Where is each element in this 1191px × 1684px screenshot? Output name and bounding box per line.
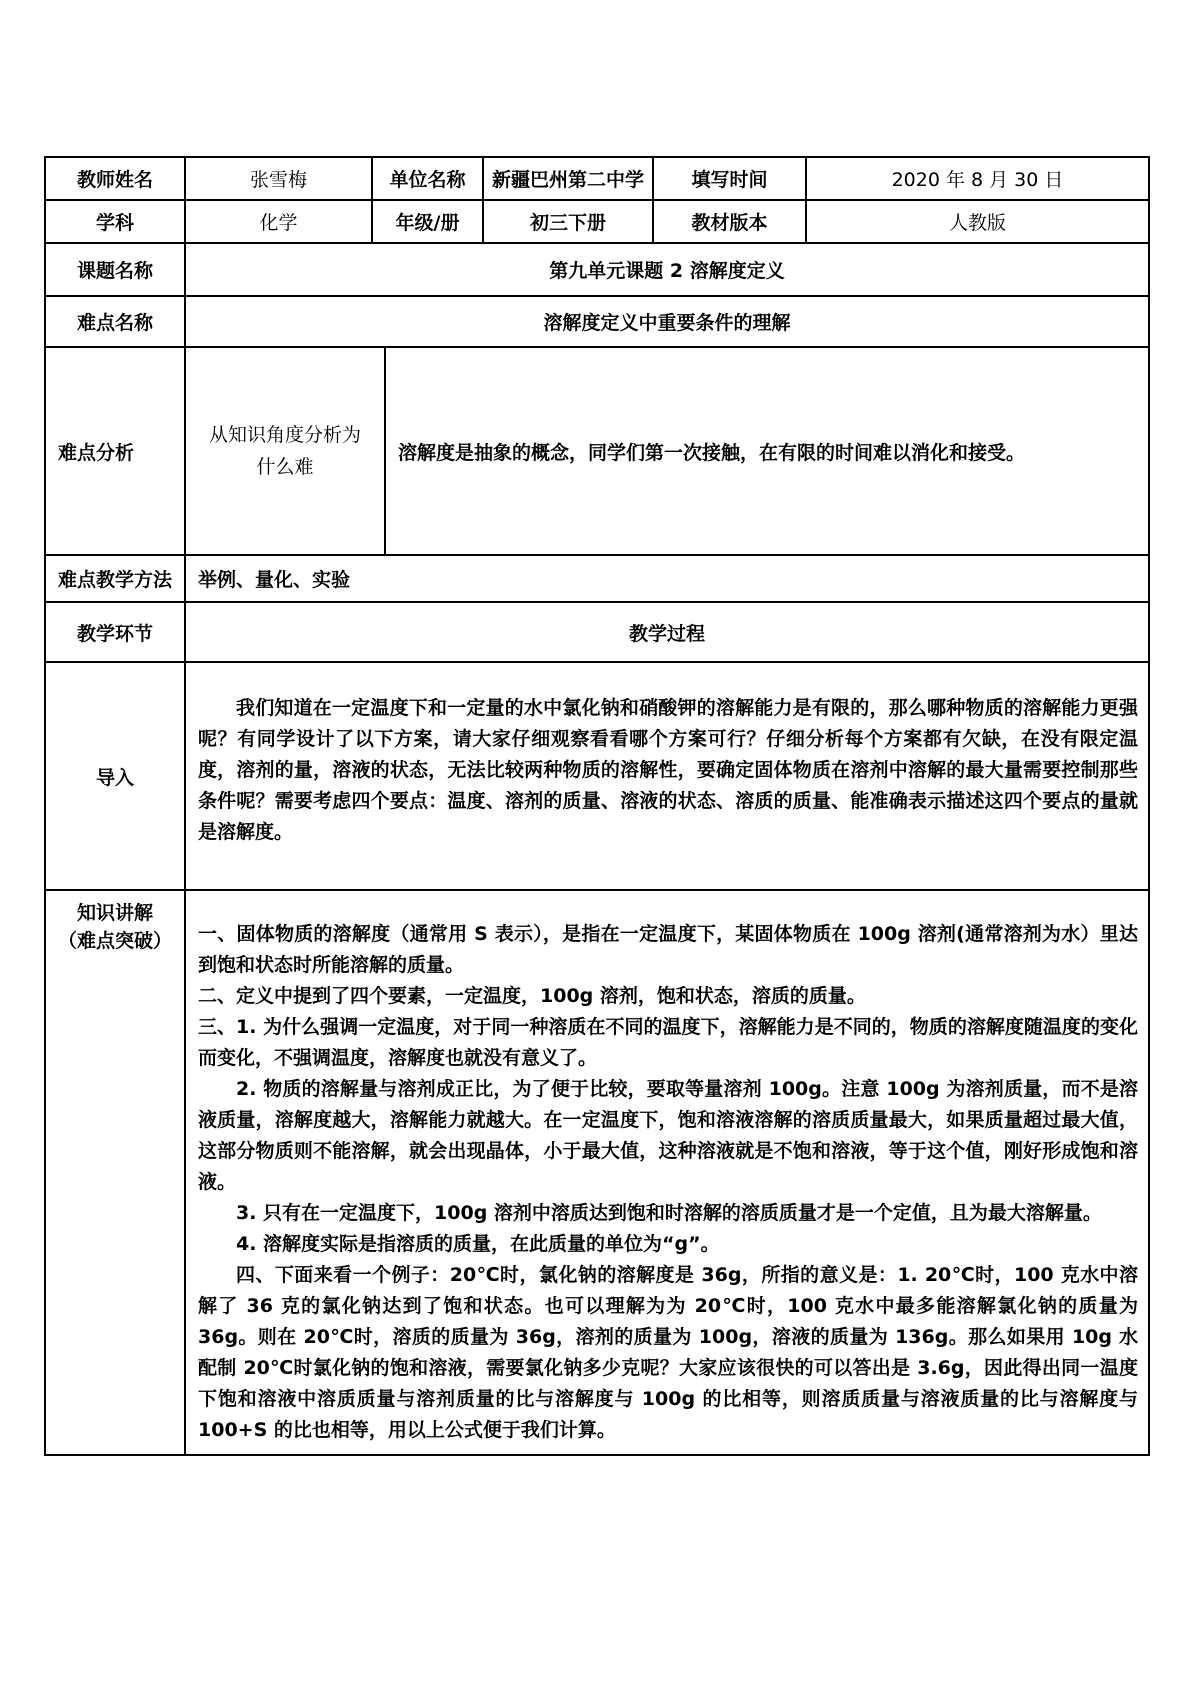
intro-cell bbox=[185, 662, 1149, 890]
analysis-cell bbox=[185, 347, 1149, 555]
method-label: 难点教学方法 bbox=[45, 555, 185, 602]
teacher-label: 教师姓名 bbox=[45, 157, 185, 200]
method-row bbox=[45, 555, 1149, 602]
analysis-value: 溶解度是抽象的概念，同学们第一次接触，在有限的时间难以消化和接受。 bbox=[398, 441, 1026, 464]
knowledge-label bbox=[45, 890, 185, 1455]
knowledge-paragraph-2: 二、定义中提到了四个要素，一定温度，100g 溶剂，饱和状态，溶质的质量。 bbox=[198, 985, 866, 1007]
topic-value: 第九单元课题 2 溶解度定义 bbox=[185, 243, 1149, 296]
difficulty-row bbox=[45, 296, 1149, 347]
knowledge-paragraph-5: 3. 只有在一定温度下，100g 溶剂中溶质达到饱和时溶解的溶质质量才是一个定值，且为最大溶解量。 bbox=[236, 1202, 1102, 1224]
intro-row bbox=[45, 662, 1149, 890]
lesson-plan-table bbox=[44, 156, 1150, 1456]
knowledge-paragraph-3: 三、1. 为什么强调一定温度，对于同一种溶质在不同的温度下，溶解能力是不同的，物质的溶解度随温度的变化而变化，不强调温度，溶解度也就没有意义了。 bbox=[198, 1016, 1138, 1069]
process-header-row bbox=[45, 602, 1149, 662]
textbook-label: 教材版本 bbox=[653, 200, 806, 243]
knowledge-label-line1: 知识讲解 bbox=[76, 902, 153, 924]
unit-value: 新疆巴州第二中学 bbox=[483, 157, 653, 200]
lesson-plan-page bbox=[44, 156, 1148, 1456]
knowledge-row bbox=[45, 890, 1149, 1455]
difficulty-value: 溶解度定义中重要条件的理解 bbox=[185, 296, 1149, 347]
knowledge-label-line2: （难点突破） bbox=[57, 930, 172, 952]
teacher-value: 张雪梅 bbox=[185, 157, 372, 200]
grade-label: 年级/册 bbox=[372, 200, 483, 243]
intro-text: 我们知道在一定温度下和一定量的水中氯化钠和硝酸钾的溶解能力是有限的，那么哪种物质的溶解能力更强呢？有同学设计了以下方案，请大家仔细观察看看哪个方案可行？仔细分析每个方案都有欠缺，在没有限定温度，溶剂的量，溶液的状态，无法比较两种物质的溶解性，要确定固体物质在溶剂中溶解的最大量需要控制那些条件呢？需要考虑四个要点：温度、溶剂的质量、溶液的状态、溶质的质量、能准确表示描述这四个要点的量就是溶解度。 bbox=[198, 697, 1138, 843]
knowledge-paragraph-7: 四、下面来看一个例子：20℃时，氯化钠的溶解度是 36g，所指的意义是：1. 20℃时，100 克水中溶解了 36 克的氯化钠达到了饱和状态。也可以理解为为 20℃时，100 克水中最多能溶解氯化钠的质量为 36g。则在 20℃时，溶质的质量为 36g，溶剂的质量为 100g，溶液的质量为 136g。那么如果用 10g 水配制 20℃时氯化钠的饱和溶液，需要氯化钠多少克呢？大家应该很快的可以答出是 3.6g，因此得出同一温度下饱和溶液中溶质质量与溶剂质量的比与溶解度与 100g 的比相等，则溶质质量与溶液质量的比与溶解度与 100+S 的比也相等，用以上公式便于我们计算。 bbox=[198, 1264, 1138, 1441]
header-row-2 bbox=[45, 200, 1149, 243]
process-header-value: 教学过程 bbox=[185, 602, 1149, 662]
grade-value: 初三下册 bbox=[483, 200, 653, 243]
subject-value: 化学 bbox=[185, 200, 372, 243]
topic-row bbox=[45, 243, 1149, 296]
subject-label: 学科 bbox=[45, 200, 185, 243]
analysis-sub-label: 从知识角度分析为什么难 bbox=[186, 348, 386, 554]
process-header-label: 教学环节 bbox=[45, 602, 185, 662]
analysis-label: 难点分析 bbox=[45, 347, 185, 555]
knowledge-paragraph-1: 一、固体物质的溶解度（通常用 S 表示），是指在一定温度下，某固体物质在 100g 溶剂(通常溶剂为水）里达到饱和状态时所能溶解的质量。 bbox=[198, 923, 1138, 976]
date-value: 2020 年 8 月 30 日 bbox=[806, 157, 1149, 200]
knowledge-paragraph-4: 2. 物质的溶解量与溶剂成正比，为了便于比较，要取等量溶剂 100g。注意 100g 为溶剂质量，而不是溶液质量，溶解度越大，溶解能力就越大。在一定温度下，饱和溶液溶解的溶质质量最大，如果质量超过最大值，这部分物质则不能溶解，就会出现晶体，小于最大值，这种溶液就是不饱和溶液，等于这个值，刚好形成饱和溶液。 bbox=[198, 1078, 1138, 1193]
difficulty-label: 难点名称 bbox=[45, 296, 185, 347]
topic-label: 课题名称 bbox=[45, 243, 185, 296]
date-label: 填写时间 bbox=[653, 157, 806, 200]
analysis-row bbox=[45, 347, 1149, 555]
textbook-value: 人教版 bbox=[806, 200, 1149, 243]
knowledge-paragraph-6: 4. 溶解度实际是指溶质的质量，在此质量的单位为“g”。 bbox=[236, 1233, 720, 1255]
intro-label: 导入 bbox=[45, 662, 185, 890]
knowledge-cell bbox=[185, 890, 1149, 1455]
unit-label: 单位名称 bbox=[372, 157, 483, 200]
header-row-1 bbox=[45, 157, 1149, 200]
method-value: 举例、量化、实验 bbox=[185, 555, 1149, 602]
